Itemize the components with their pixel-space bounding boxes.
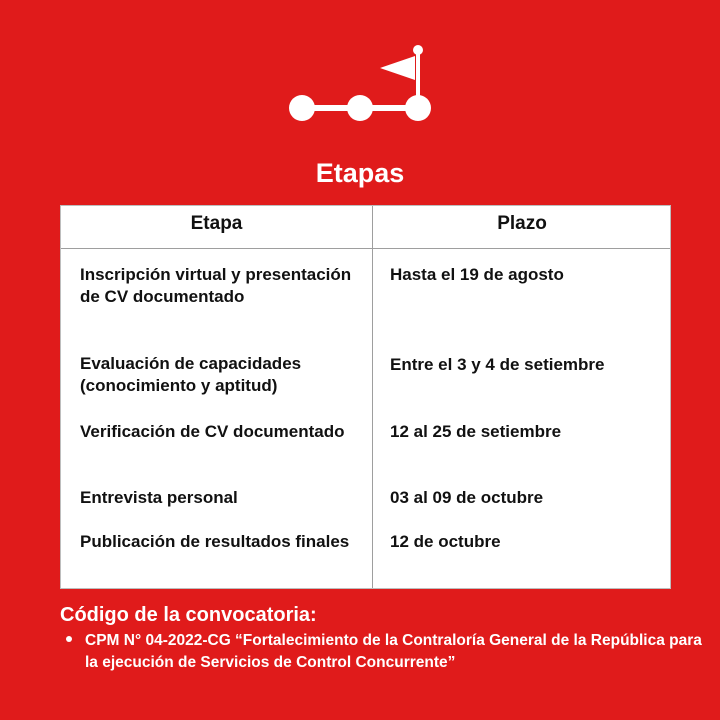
milestone-flag-icon [284, 42, 436, 128]
stage-name: Inscripción virtual y presentación de CV documentado [80, 265, 352, 306]
stage-name: Verificación de CV documentado [80, 422, 345, 441]
stages-table [60, 205, 671, 589]
bullet-icon [66, 636, 72, 642]
page-title: Etapas [315, 158, 405, 188]
stage-deadline: Entre el 3 y 4 de setiembre [390, 355, 605, 374]
call-code-text: CPM N° 04-2022-CG “Fortalecimiento de la Contraloría General de la República para la ejecución de Servicios de Control Concurrente” [85, 632, 702, 671]
stage-name: Entrevista personal [80, 488, 238, 507]
stage-deadline: Hasta el 19 de agosto [390, 265, 564, 284]
stage-deadline: 12 de octubre [390, 532, 501, 551]
stage-deadline: 03 al 09 de octubre [390, 488, 544, 507]
column-header-etapa: Etapa [190, 213, 243, 234]
stage-name: Publicación de resultados finales [80, 532, 350, 551]
stage-name: Evaluación de capacidades (conocimiento y aptitud) [80, 354, 302, 395]
column-divider [372, 206, 373, 588]
column-header-plazo: Plazo [497, 213, 547, 234]
call-code-heading: Código de la convocatoria: [60, 604, 317, 626]
stage-deadline: 12 al 25 de setiembre [390, 422, 562, 441]
table-header [61, 206, 670, 249]
